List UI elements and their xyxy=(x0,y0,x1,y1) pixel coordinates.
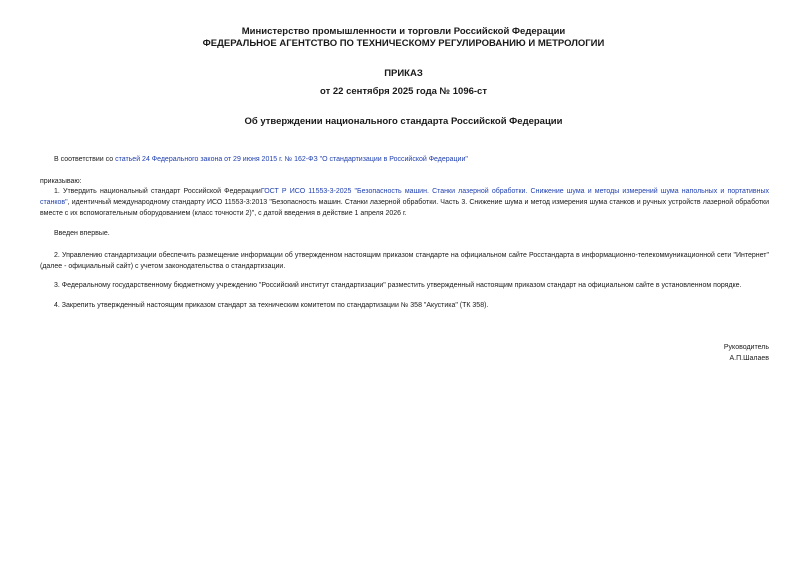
agency-title: ФЕДЕРАЛЬНОЕ АГЕНТСТВО ПО ТЕХНИЧЕСКОМУ РЕГУЛИРОВАНИЮ И МЕТРОЛОГИИ xyxy=(202,38,605,49)
order-word: приказываю: xyxy=(40,178,82,185)
item-1-paragraph xyxy=(40,186,769,219)
item-1-prefix: 1. Утвердить национальный стандарт Российской Федерации xyxy=(54,188,261,195)
item-1-suffix: , идентичный международному стандарту ИСО 11553-3:2013 "Безопасность машин. Станки лазерной обработки. Часть 3. Снижение шума и метод измерения шума станков и ручных устройств лазерной обработки вместе с их вспомогательным оборудованием (класс точности 2)", с датой введения в действие 1 апреля 2026 г. xyxy=(40,199,769,217)
first-time-note: Введен впервые. xyxy=(54,230,110,237)
preamble-paragraph xyxy=(40,154,769,165)
item-2-paragraph: 2. Управлению стандартизации обеспечить размещение информации об утвержденном настоящим приказом стандарте на официальном сайте Росстандарта в информационно-телекоммуникационной сети "Интернет" (далее - официальный сайт) с учетом законодательства о стандартизации. xyxy=(40,252,769,270)
federal-law-link[interactable]: статьей 24 Федерального закона от 29 июня 2015 г. № 162-ФЗ "О стандартизации в Российской Федерации" xyxy=(115,156,468,163)
document-type: ПРИКАЗ xyxy=(384,68,423,79)
date-number: от 22 сентября 2025 года № 1096-ст xyxy=(320,86,487,97)
signature-name: А.П.Шалаев xyxy=(729,355,769,362)
item-3-paragraph: 3. Федеральному государственному бюджетному учреждению "Российский институт стандартизации" разместить утвержденный настоящим приказом стандарт на официальном сайте в установленном порядке. xyxy=(54,282,742,289)
item-4-paragraph: 4. Закрепить утвержденный настоящим приказом стандарт за техническим комитетом по стандартизации № 358 "Акустика" (ТК 358). xyxy=(54,302,489,309)
order-subject: Об утверждении национального стандарта Российской Федерации xyxy=(244,116,563,127)
signature-position: Руководитель xyxy=(723,344,769,351)
ministry-title: Министерство промышленности и торговли Российской Федерации xyxy=(241,26,566,37)
gost-standard-link[interactable]: ГОСТ Р ИСО 11553-3-2025 "Безопасность машин. Станки лазерной обработки. Снижение шума и методы измерений шума напольных и портативных станков" xyxy=(40,188,769,206)
preamble-prefix: В соответствии со xyxy=(54,156,116,163)
